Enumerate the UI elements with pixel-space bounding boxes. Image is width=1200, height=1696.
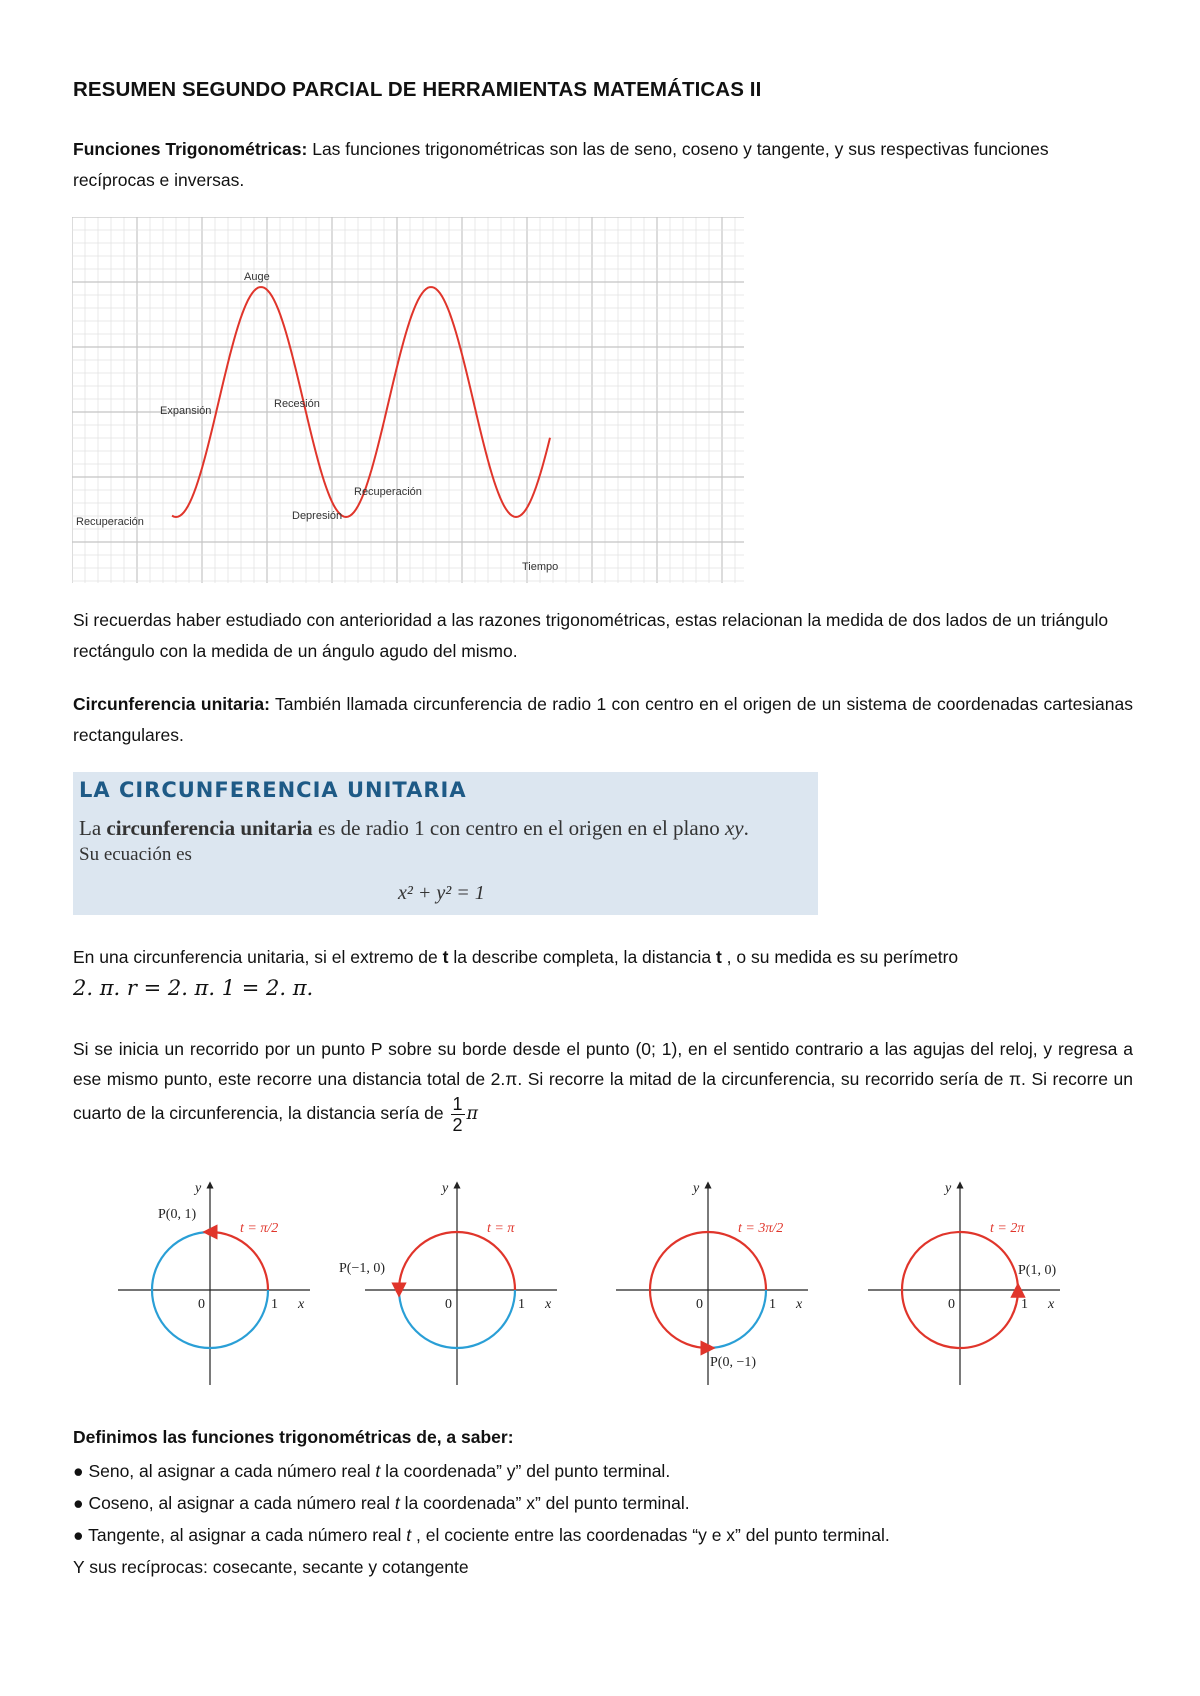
definition-item-coseno — [73, 1487, 890, 1519]
item-pre: Seno, al asignar a cada número real — [83, 1461, 376, 1481]
perimeter-formula: 2. π. r = 2. π. 1 = 2. π. — [73, 976, 314, 1000]
terminal-point — [396, 1287, 403, 1294]
item-var: t — [394, 1493, 400, 1513]
graph-paper-grid — [72, 217, 744, 583]
label-recesion: Recesión — [274, 398, 320, 410]
perimeter-text-b: la describe completa, la distancia — [448, 947, 716, 967]
unit-circle-4 — [868, 1181, 1060, 1385]
unit-circle-paragraph — [73, 689, 1133, 751]
bullet: ● — [73, 1525, 84, 1545]
t-label: t = 3π/2 — [738, 1221, 784, 1236]
item-post: , el cociente entre las coordenadas “y e x” del punto terminal. — [411, 1525, 890, 1545]
point-label: P(1, 0) — [1018, 1263, 1057, 1278]
unit-circle-heading: Circunferencia unitaria: — [73, 694, 270, 714]
bullet: ● — [73, 1493, 84, 1513]
perimeter-text-a: En una circunferencia unitaria, si el extremo de — [73, 947, 443, 967]
intro-text: Las funciones trigonométricas son las de seno, coseno y tangente, y sus respectivas funciones recíprocas e inversas. — [73, 139, 1049, 190]
definitions-list — [73, 1455, 890, 1583]
unit-circle-equation: x² + y² = 1 — [398, 882, 485, 904]
perimeter-text-c: , o su medida es su perímetro — [721, 947, 959, 967]
definition-box-line1 — [79, 816, 749, 841]
origin-label: 0 — [948, 1297, 955, 1312]
business-cycle-figure — [72, 217, 744, 583]
x-label: x — [796, 1297, 803, 1312]
recall-paragraph: Si recuerdas haber estudiado con anterioridad a las razones trigonométricas, estas relacionan la medida de dos lados de un triángulo rectángulo con la medida de un ángulo agudo del mismo. — [73, 610, 1109, 661]
point-label: P(0, 1) — [158, 1207, 197, 1222]
box-line1-pre: La — [79, 816, 107, 840]
x-label: x — [298, 1297, 305, 1312]
point-label: P(0, −1) — [710, 1355, 757, 1370]
t-label: t = π — [487, 1221, 515, 1236]
quarter-fraction — [451, 1094, 465, 1135]
perimeter-t2: t — [715, 947, 722, 967]
y-label: y — [442, 1181, 449, 1196]
label-auge: Auge — [244, 271, 270, 283]
point-label: P(−1, 0) — [339, 1261, 386, 1276]
x-label: x — [1048, 1297, 1055, 1312]
intro-heading: Funciones Trigonométricas: — [73, 139, 308, 159]
definition-box-line2: Su ecuación es — [79, 844, 192, 865]
perimeter-t1: t — [442, 947, 449, 967]
box-line1-end: . — [743, 816, 749, 840]
one-label: 1 — [769, 1297, 776, 1312]
terminal-point — [207, 1229, 214, 1236]
bullet: ● — [73, 1461, 84, 1481]
item-var: t — [375, 1461, 381, 1481]
box-line1-var: xy — [724, 816, 744, 840]
definition-box-title: LA CIRCUNFERENCIA UNITARIA — [79, 778, 467, 802]
definition-item-seno — [73, 1455, 890, 1487]
sine-wave-curve — [172, 287, 550, 517]
t-label: t = π/2 — [240, 1221, 279, 1236]
definition-box — [73, 772, 818, 915]
t-label: t = 2π — [990, 1221, 1025, 1236]
definitions-heading: Definimos las funciones trigonométricas de, a saber: — [73, 1427, 514, 1447]
page-title: RESUMEN SEGUNDO PARCIAL DE HERRAMIENTAS MATEMÁTICAS II — [73, 78, 762, 101]
unit-circle-2 — [339, 1181, 557, 1385]
definition-item-tangente — [73, 1519, 890, 1551]
label-recuperacion-1: Recuperación — [76, 516, 144, 528]
terminal-point — [705, 1345, 712, 1352]
circle-arc — [210, 1232, 268, 1290]
fraction-pi: π — [466, 1104, 479, 1125]
fraction-denominator: 2 — [452, 1115, 463, 1135]
label-expansion: Expansión — [160, 405, 212, 417]
item-post: la coordenada” y” del punto terminal. — [380, 1461, 671, 1481]
item-post: la coordenada” x” del punto terminal. — [399, 1493, 690, 1513]
label-tiempo: Tiempo — [522, 561, 559, 573]
unit-circle-1 — [118, 1181, 310, 1385]
item-var: t — [406, 1525, 412, 1545]
terminal-point — [1015, 1287, 1022, 1294]
unit-circle-text: También llamada circunferencia de radio 1 con centro en el origen de un sistema de coordenadas cartesianas rectangulares. — [73, 694, 1133, 745]
y-label: y — [693, 1181, 700, 1196]
one-label: 1 — [271, 1297, 278, 1312]
one-label: 1 — [1021, 1297, 1028, 1312]
intro-paragraph — [73, 134, 1133, 196]
unit-circle-3 — [616, 1181, 808, 1385]
reciprocals-line: Y sus recíprocas: cosecante, secante y cotangente — [73, 1557, 469, 1577]
tour-paragraph — [73, 1034, 1133, 1135]
y-label: y — [195, 1181, 202, 1196]
circle-arc — [708, 1290, 766, 1348]
y-label: y — [945, 1181, 952, 1196]
one-label: 1 — [518, 1297, 525, 1312]
perimeter-paragraph — [73, 942, 1153, 973]
unit-circle-diagrams — [100, 1165, 1120, 1390]
item-pre: Tangente, al asignar a cada número real — [83, 1525, 407, 1545]
box-line1-bold: circunferencia unitaria — [106, 816, 313, 840]
item-pre: Coseno, al asignar a cada número real — [83, 1493, 395, 1513]
tour-text: Si se inicia un recorrido por un punto P sobre su borde desde el punto (0; 1), en el sentido contrario a las agujas del reloj, y regresa a ese mismo punto, este recorre una distancia total de 2.π. Si recorre la mitad de la circunferencia, su recorrido sería de π. Si recorre un cuarto de la circunferencia, la distancia sería de — [73, 1039, 1133, 1124]
origin-label: 0 — [696, 1297, 703, 1312]
label-recuperacion-2: Recuperación — [354, 486, 422, 498]
origin-label: 0 — [198, 1297, 205, 1312]
fraction-numerator: 1 — [452, 1094, 463, 1114]
origin-label: 0 — [445, 1297, 452, 1312]
x-label: x — [545, 1297, 552, 1312]
box-line1-post: es de radio 1 con centro en el origen en el plano — [312, 816, 725, 840]
label-depresion: Depresión — [292, 510, 343, 522]
